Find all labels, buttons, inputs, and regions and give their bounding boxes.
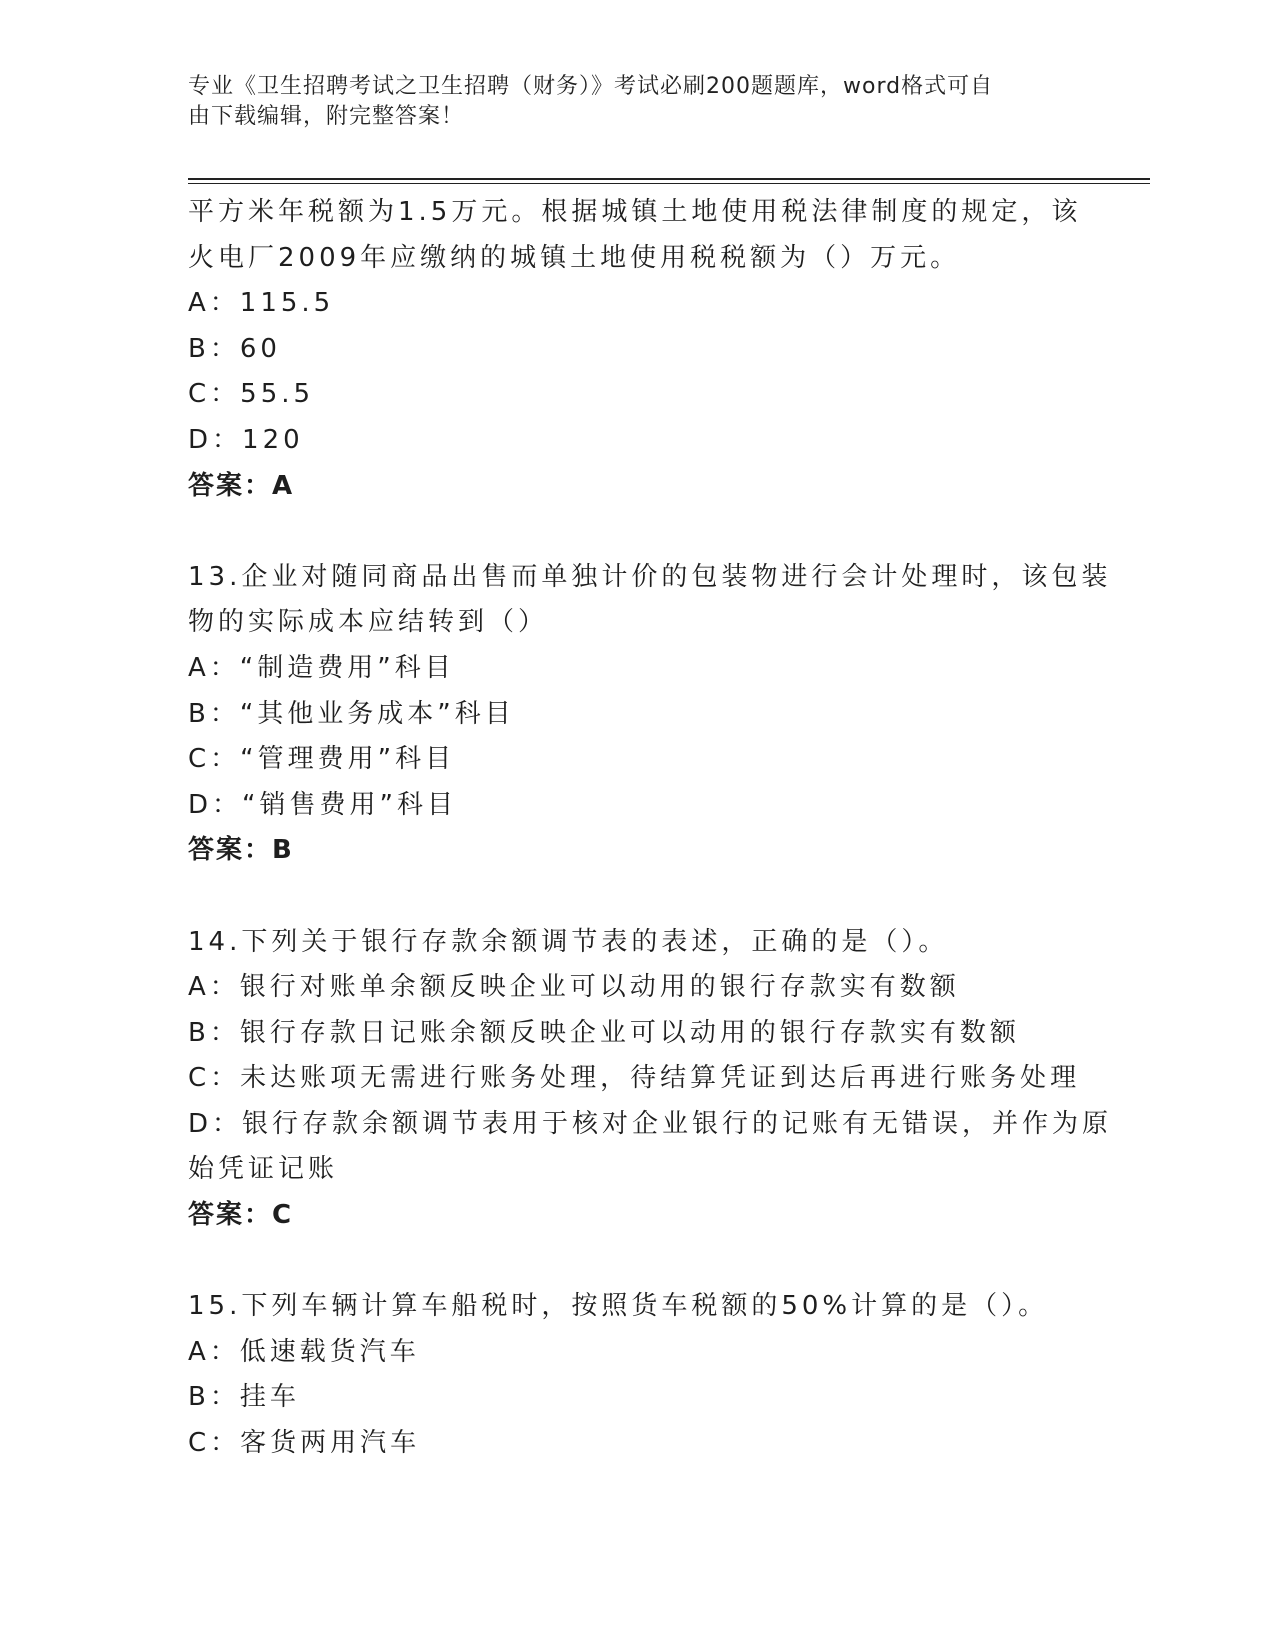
option-a: A：银行对账单余额反映企业可以动用的银行存款实有数额 bbox=[188, 972, 960, 1003]
option-a: A：115.5 bbox=[188, 288, 335, 319]
question-15 bbox=[188, 1284, 1088, 1466]
option-d: D：120 bbox=[188, 424, 304, 455]
option-c: C：55.5 bbox=[188, 379, 315, 410]
document-header bbox=[188, 72, 1068, 132]
answer-line: 答案：B bbox=[188, 835, 294, 866]
option-a: A：低速载货汽车 bbox=[188, 1336, 420, 1367]
option-c: C：客货两用汽车 bbox=[188, 1428, 421, 1459]
option-d: D：银行存款余额调节表用于核对企业银行的记账有无错误，并作为原 bbox=[188, 1108, 1113, 1139]
option-c: C：未达账项无需进行账务处理，待结算凭证到达后再进行账务处理 bbox=[188, 1063, 1081, 1094]
question-stem-line: 物的实际成本应结转到（） bbox=[188, 607, 549, 638]
question-stem-line: 13.企业对随同商品出售而单独计价的包装物进行会计处理时，该包装 bbox=[188, 561, 1112, 592]
question-14 bbox=[188, 920, 1113, 1239]
header-divider-thick bbox=[188, 178, 1150, 180]
header-line-2: 由下载编辑，附完整答案！ bbox=[188, 104, 465, 129]
option-b: B：银行存款日记账余额反映企业可以动用的银行存款实有数额 bbox=[188, 1017, 1020, 1048]
header-line-1: 专业《卫生招聘考试之卫生招聘（财务）》考试必刷200题题库，word格式可自 bbox=[188, 74, 994, 99]
question-12 bbox=[188, 190, 1088, 509]
option-b: B：挂车 bbox=[188, 1382, 300, 1413]
option-d: D：“销售费用”科目 bbox=[188, 789, 457, 820]
header-divider-thin bbox=[188, 183, 1150, 184]
question-stem-line: 14.下列关于银行存款余额调节表的表述，正确的是（）。 bbox=[188, 926, 949, 957]
answer-line: 答案：A bbox=[188, 470, 295, 501]
option-d-continued: 始凭证记账 bbox=[188, 1154, 339, 1185]
option-b: B：“其他业务成本”科目 bbox=[188, 698, 515, 729]
question-13 bbox=[188, 555, 1112, 874]
option-b: B：60 bbox=[188, 333, 281, 364]
question-stem-line: 15.下列车辆计算车船税时，按照货车税额的50%计算的是（）。 bbox=[188, 1291, 1049, 1322]
question-stem-line: 火电厂2009年应缴纳的城镇土地使用税税额为（）万元。 bbox=[188, 242, 961, 273]
question-stem-line: 平方米年税额为1.5万元。根据城镇土地使用税法律制度的规定，该 bbox=[188, 197, 1082, 227]
spacer bbox=[188, 1239, 1088, 1285]
document-body bbox=[188, 190, 1113, 1467]
spacer bbox=[188, 874, 1088, 920]
answer-line: 答案：C bbox=[188, 1200, 294, 1231]
option-c: C：“管理费用”科目 bbox=[188, 744, 456, 775]
spacer bbox=[188, 509, 1088, 555]
option-a: A：“制造费用”科目 bbox=[188, 652, 455, 683]
